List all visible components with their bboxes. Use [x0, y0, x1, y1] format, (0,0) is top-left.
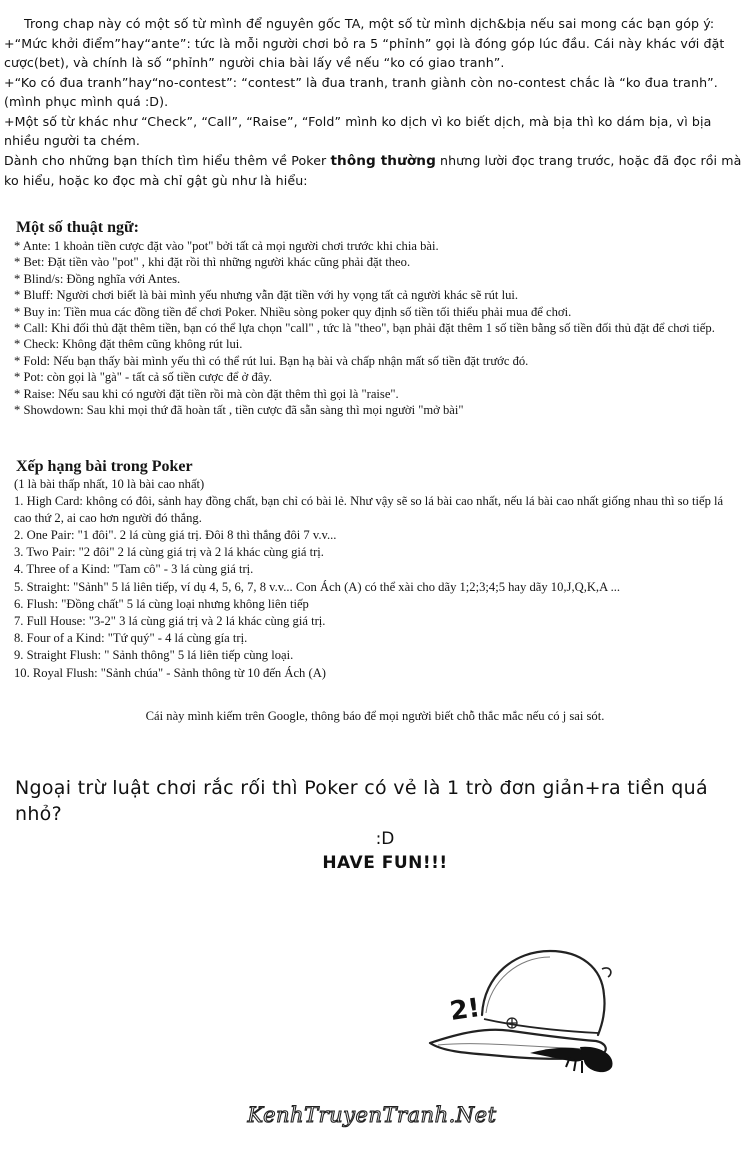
kenhtruyentranh-watermark-logo	[222, 1098, 522, 1132]
hat-label: 2!	[448, 993, 482, 1027]
hat-doodle-illustration	[420, 935, 620, 1075]
intro-p5-end: nhưng lười đọc trang trước, hoặc đã đọc rồi mà ko hiểu, hoặc ko đọc mà chỉ gật gù như là hiểu:	[4, 152, 742, 188]
ranking-item: 9. Straight Flush: " Sảnh thông" 5 lá liên tiếp cùng loại.	[14, 648, 294, 663]
glossary-item: * Showdown: Sau khi mọi thứ đã hoàn tất , tiền cược đã sẵn sàng thì mọi người "mở bài"	[14, 403, 464, 418]
smiley-text: :D	[375, 829, 395, 849]
glossary-section	[14, 218, 739, 418]
closing-block	[0, 775, 750, 875]
intro-p5-start: Dành cho những bạn thích tìm hiểu thêm về Poker	[4, 152, 331, 168]
ranking-item: 1. High Card: không có đôi, sảnh hay đồng chất, bạn chỉ có bài lẻ. Như vậy sẽ so lá bài cao nhất, nếu lá bài cao nhất giống nhau thì so tiếp lá cao thứ 2, ai cao hơn người đó thắng.	[14, 493, 724, 525]
intro-paragraph-4: +Một số từ khác như “Check”, “Call”, “Raise”, “Fold” mình ko dịch vì ko biết dịch, mà bịa thì ko dám bịa, vì bịa nhiều người ta chém.	[4, 113, 712, 148]
ranking-item: 8. Four of a Kind: "Tứ quý" - 4 lá cùng gía trị.	[14, 631, 248, 646]
glossary-list	[14, 238, 739, 418]
glossary-item: * Ante: 1 khoản tiền cược đặt vào "pot" bởi tất cả mọi người chơi trước khi chia bài.	[14, 239, 439, 253]
ranking-item: 4. Three of a Kind: "Tam cô" - 3 lá cùng giá trị.	[14, 562, 254, 577]
glossary-item: * Buy in: Tiền mua các đồng tiền để chơi Poker. Nhiều sòng poker quy định số tiền tối thiểu phải mua để chơi.	[14, 304, 572, 319]
glossary-item: * Pot: còn gọi là "gà" - tất cả số tiền cược để ở đây.	[14, 370, 272, 385]
ranking-list	[14, 493, 739, 682]
glossary-item: * Fold: Nếu bạn thấy bài mình yếu thì có thể rút lui. Bạn hạ bài và chấp nhận mất số tiền đặt trước đó.	[14, 353, 529, 368]
watermark-icon	[222, 1098, 522, 1132]
ranking-item: 3. Two Pair: "2 đôi" 2 lá cùng giá trị và 2 lá khác cùng giá trị.	[14, 545, 324, 560]
glossary-item: * Bet: Đặt tiền vào "pot" , khi đặt rồi thì những người khác cũng phải đặt theo.	[14, 255, 411, 270]
ranking-item: 10. Royal Flush: "Sảnh chúa" - Sảnh thông từ 10 đến Ách (A)	[14, 665, 326, 680]
ranking-item: 2. One Pair: "1 đôi". 2 lá cùng giá trị. Đôi 8 thì thắng đôi 7 v.v...	[14, 527, 337, 542]
intro-paragraph-5	[4, 151, 744, 191]
glossary-heading: Một số thuật ngữ:	[16, 219, 139, 236]
intro-p5-bold: thông thường	[330, 152, 436, 169]
intro-paragraph-2: +“Mức khởi điểm”hay“ante”: tức là mỗi người chơi bỏ ra 5 “phỉnh” gọi là đóng góp lúc đầu. Cái này khác với đặt cược(bet), và chính là số “phỉnh” người chia bài lấy về nếu “ko có giao tranh”.	[4, 35, 725, 70]
intro-paragraph-3: +“Ko có đua tranh”hay“no-contest”: “contest” là đua tranh, tranh giành còn no-contest chắc là “ko đua tranh”. (mình phục mình quá :D).	[4, 74, 718, 109]
ranking-heading: Xếp hạng bài trong Poker	[16, 458, 193, 475]
glossary-item: * Check: Không đặt thêm cũng không rút lui.	[14, 337, 243, 352]
svg-text:KenhTruyenTranh.Net: KenhTruyenTranh.Net	[247, 1103, 497, 1127]
glossary-item: * Bluff: Người chơi biết là bài mình yếu nhưng vẫn đặt tiền với hy vọng tất cả người khác sẽ rút lui.	[14, 288, 519, 303]
ranking-section	[14, 457, 739, 682]
ranking-note: (1 là bài thấp nhất, 10 là bài cao nhất)	[14, 477, 205, 491]
ranking-item: 6. Flush: "Đồng chất" 5 lá cùng loại nhưng không liên tiếp	[14, 596, 309, 611]
ranking-item: 5. Straight: "Sảnh" 5 lá liên tiếp, ví dụ 4, 5, 6, 7, 8 v.v... Con Ách (A) có thể xài cho dãy 1;2;3;4;5 hay dãy 10,J,Q,K,A ...	[14, 579, 621, 594]
glossary-item: * Call: Khi đối thủ đặt thêm tiền, bạn có thể lựa chọn "call" , tức là "theo", bạn phải đặt thêm 1 số tiền bằng số tiền đối thủ đặt để chơi tiếp.	[14, 321, 715, 336]
intro-notes	[4, 14, 744, 191]
google-source-note: Cái này mình kiếm trên Google, thông báo để mọi người biết chỗ thắc mắc nếu có j sai sót.	[145, 709, 605, 723]
glossary-item: * Raise: Nếu sau khi có người đặt tiền rồi mà còn đặt thêm thì gọi là "raise".	[14, 386, 399, 401]
glossary-item: * Blind/s: Đồng nghĩa với Antes.	[14, 271, 181, 286]
intro-paragraph-1: Trong chap này có một số từ mình để nguyên gốc TA, một số từ mình dịch&bịa nếu sai mong các bạn góp ý:	[24, 16, 715, 31]
closing-question: Ngoại trừ luật chơi rắc rối thì Poker có vẻ là 1 trò đơn giản+ra tiền quá nhỏ?	[15, 777, 708, 825]
have-fun-text: HAVE FUN!!!	[322, 853, 448, 873]
ranking-item: 7. Full House: "3-2" 3 lá cùng giá trị và 2 lá khác cùng giá trị.	[14, 613, 326, 628]
